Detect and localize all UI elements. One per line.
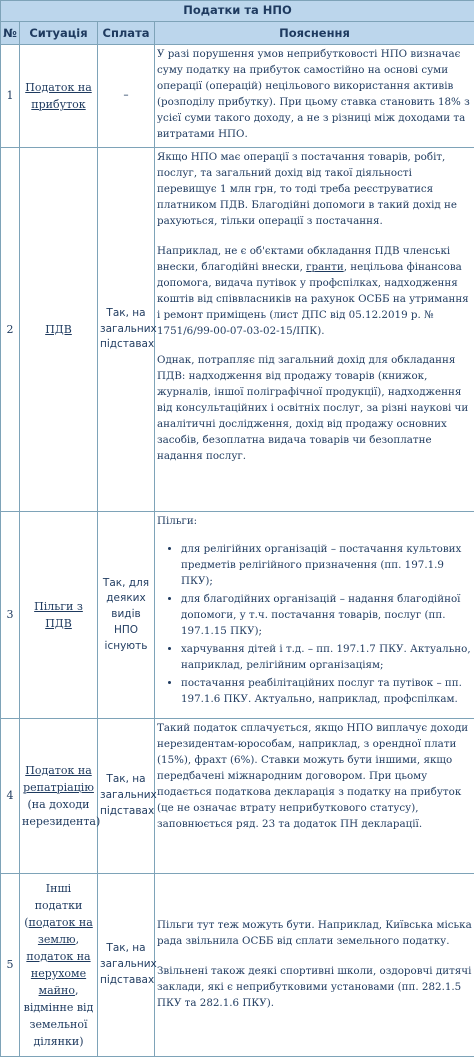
explanation-text: Якщо НПО має операції з постачання товарів, робіт, послуг, та загальний дохід від такої діяльності перевищує 1 млн грн, то тоді треба реєструватися платником ПДВ. Благодійні допомоги в такий дохід не рахуються, тільки операції з постачання. — [157, 151, 458, 227]
header-payment: Сплата — [98, 22, 155, 45]
explanation-text — [157, 244, 472, 340]
profit-tax-link[interactable]: Податок на прибуток — [25, 80, 92, 111]
situation-cell — [20, 148, 98, 512]
situation-text: , відмінне від земельної ділянки) — [23, 984, 94, 1049]
payment-cell: – — [98, 45, 155, 148]
vat-link[interactable]: ПДВ — [45, 322, 72, 336]
payment-cell: Так, для деяких видів НПО існують — [98, 512, 155, 719]
explanation-cell — [155, 148, 474, 512]
explanation-text-part: , нецільова фінансова допомога, видача путівок у профспілках, надходження коштів від співвласників на рахунок ОСББ на утримання і ремонт приміщень (лист ДПС від 05.12.2019 р. № 1751/6/99-00-07-03-02-15/ІПК). — [157, 260, 469, 337]
situation-heading: Інші податки — [34, 881, 83, 912]
table-title: Податки та НПО — [1, 1, 474, 22]
situation-note: (на доходи нерезидента) — [22, 798, 101, 829]
explanation-text-part: Наприклад, не є об'єктами обкладання ПДВ членські внески, благодійні внески, — [157, 244, 451, 273]
row-number: 2 — [1, 148, 20, 512]
explanation-cell — [155, 719, 474, 874]
explanation-text: Такий податок сплачується, якщо НПО виплачує доходи нерезидентам-юрособам, наприклад, з орендної плати (15%), фрахт (6%). Ставки можуть бути іншими, якщо передбачені міжнародним договором. При цьому подається податкова декларація з податку на прибуток (це не означає втрату неприбуткового статусу), заповнюється ряд. 23 та додаток ПН декларації. — [157, 722, 469, 830]
explanation-cell — [155, 874, 474, 1057]
list-item: • постачання реабілітаційних послуг та путівок – пп. 197.1.6 ПКУ. Актуально, наприклад, профспілкам. — [181, 676, 472, 708]
situation-text: , — [75, 932, 80, 946]
list-item: • харчування дітей і т.д. – пп. 197.1.7 ПКУ. Актуально, наприклад, релігійним організаціям; — [181, 642, 472, 674]
header-number: № — [1, 22, 20, 45]
table-row — [1, 45, 474, 148]
list-item: • для релігійних організацій – постачання культових предметів релігійного призначення (пп. 197.1.9 ПКУ); — [181, 542, 472, 590]
row-number: 1 — [1, 45, 20, 148]
grants-link[interactable]: гранти — [306, 260, 344, 273]
situation-cell — [20, 719, 101, 874]
header-row — [1, 22, 474, 45]
explanation-text: У разі порушення умов неприбутковості НПО визначає суму податку на прибуток самостійно на основі суми операції (операцій) нецільового використання активів (розподілу прибутку). При цьому ставка становить 18% з усієї суми такого доходу, а не з різниці між доходами та витратами НПО. — [157, 48, 470, 140]
explanation-text: Пільги тут теж можуть бути. Наприклад, Київська міська рада звільнила ОСББ від сплати земельного податку. — [157, 919, 472, 948]
payment-cell: Так, на загальних підставах — [98, 148, 155, 512]
explanation-cell — [155, 45, 474, 148]
benefits-list — [157, 542, 472, 708]
repatriation-tax-link[interactable]: Податок на репатріацію — [23, 763, 94, 794]
list-item: • для благодійних організацій – надання благодійної допомоги, у т.ч. постачання товарів, послуг (пп. 197.1.15 ПКУ); — [181, 592, 472, 640]
situation-cell — [20, 512, 98, 719]
property-tax-link[interactable]: податок на нерухоме майно — [26, 949, 91, 998]
row-number: 3 — [1, 512, 20, 719]
explanation-text: Звільнені також деякі спортивні школи, оздоровчі дитячі заклади, які є неприбутковими установами (пп. 282.1.5 ПКУ та 282.1.6 ПКУ). — [157, 965, 472, 1009]
situation-text: ( — [24, 915, 29, 929]
explanation-cell — [155, 512, 474, 719]
situation-cell — [20, 874, 98, 1057]
explanation-text: Однак, потрапляє під загальний дохід для обкладання ПДВ: надходження від продажу товарів (книжок, журналів, іншої поліграфічної продукції), надходження від консультаційних і освітніх послуг, за різні наукові чи аналітичні дослідження, дохід від продажу основних засобів, безоплатна видача товарів чи безоплатне надання послуг. — [157, 354, 469, 463]
table-row — [1, 874, 474, 1057]
land-tax-link[interactable]: податок на землю — [28, 915, 93, 946]
table-row — [1, 512, 474, 719]
explanation-text: Пільги: — [157, 515, 198, 527]
row-number: 4 — [1, 719, 20, 874]
table-row — [1, 719, 474, 874]
row-number: 5 — [1, 874, 20, 1057]
header-explanation: Пояснення — [155, 22, 474, 45]
table-row — [1, 148, 474, 512]
payment-cell: Так, на загальних підставах — [98, 719, 155, 874]
header-situation: Ситуація — [20, 22, 98, 45]
situation-cell — [20, 45, 98, 148]
payment-cell: Так, на загальних підставах — [98, 874, 155, 1057]
vat-benefits-link[interactable]: Пільги з ПДВ — [34, 599, 83, 630]
